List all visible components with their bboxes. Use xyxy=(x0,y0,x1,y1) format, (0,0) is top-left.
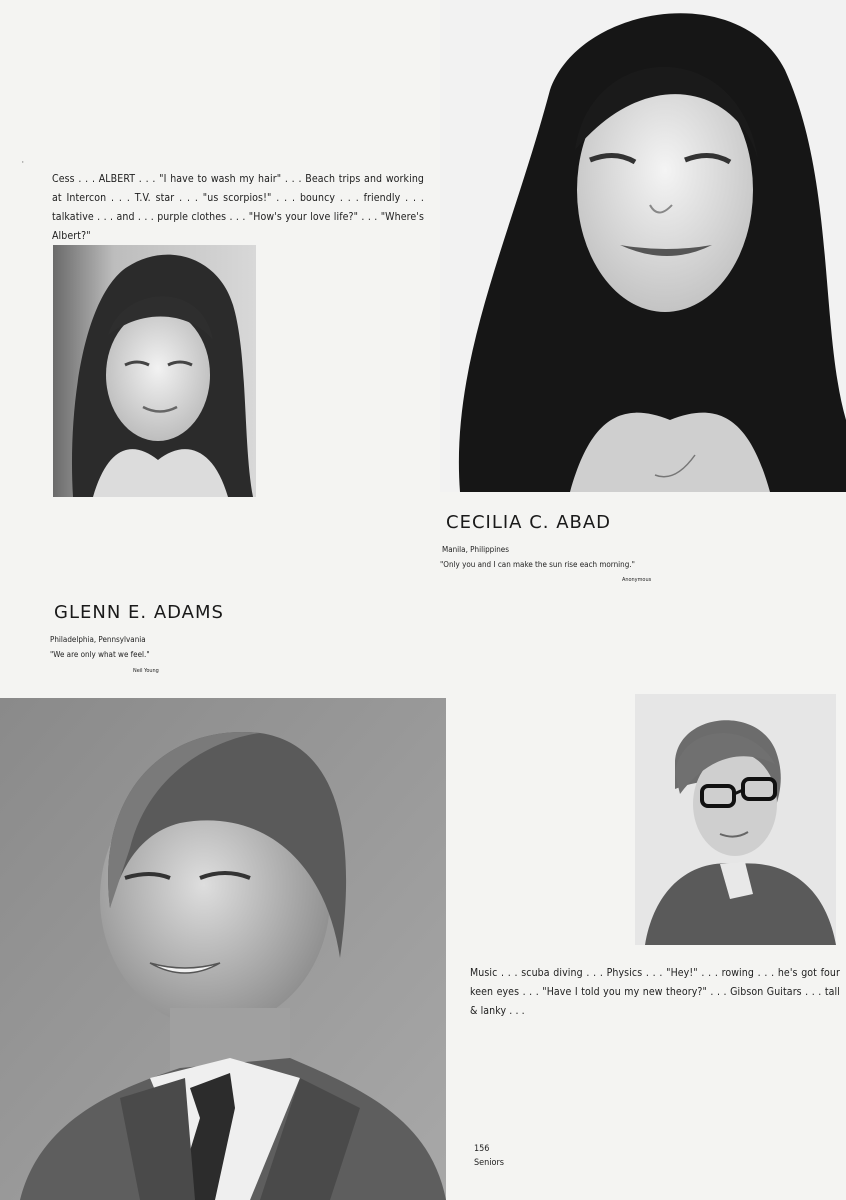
page-folio xyxy=(474,1142,504,1170)
abad-portrait-photo xyxy=(440,0,846,492)
abad-candid-photo xyxy=(53,245,256,497)
adams-hometown: Philadelphia, Pennsylvania xyxy=(50,635,146,644)
adams-candid-photo xyxy=(635,694,836,945)
stray-mark: ' xyxy=(22,160,24,168)
page-number: 156 xyxy=(474,1144,490,1154)
abad-hometown: Manila, Philippines xyxy=(442,545,509,554)
section-label: Seniors xyxy=(474,1158,505,1168)
adams-attribution: Neil Young xyxy=(133,668,159,674)
adams-blurb: Music . . . scuba diving . . . Physics . . . "Hey!" . . . rowing . . . he's got four keen eyes . . . "Have I told you my new theory?" . . . Gibson Guitars . . . tall & lanky . . . xyxy=(470,967,840,1017)
abad-name: CECILIA C. ABAD xyxy=(446,512,612,533)
abad-attribution: Anonymous xyxy=(622,577,652,583)
adams-portrait-photo xyxy=(0,698,446,1200)
adams-quote: "We are only what we feel." xyxy=(50,650,150,659)
abad-quote: "Only you and I can make the sun rise each morning." xyxy=(440,560,635,569)
abad-blurb: Cess . . . ALBERT . . . "I have to wash my hair" . . . Beach trips and working at Intercon . . . T.V. star . . . "us scorpios!" . . . bouncy . . . friendly . . . talkative . . . and . . . purple clothes . . . "How's your love life?" . . . "Where's Albert?" xyxy=(52,173,424,242)
adams-name: GLENN E. ADAMS xyxy=(54,602,224,623)
